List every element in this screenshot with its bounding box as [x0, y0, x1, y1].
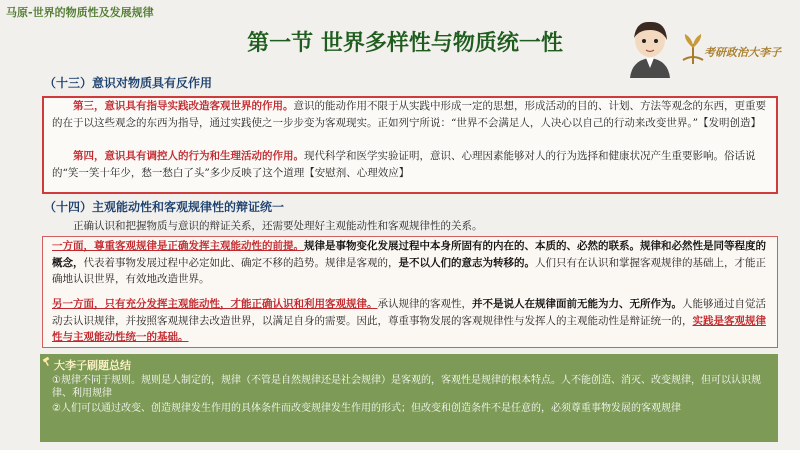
section-13-paragraph-2: [52, 148, 768, 181]
aspect-2-body-2: 人能够通过自觉活动去认识规律，并按照客观规律去改造世界，以满足自身的需要。因此，尊重事物发展的客观规律性与发挥人的主观能动性是辩证统一的，: [52, 298, 766, 327]
section-13-paragraph-1: [52, 98, 768, 131]
brand-logo: [680, 30, 792, 70]
section-14-heading: （十四）主观能动性和客观规律性的辩证统一: [44, 200, 285, 214]
aspect-1-body-2: 人们只有在认识和掌握客观规律的基础上，才能正确地认识世界，有效地改造世界。: [52, 256, 766, 285]
point-4-lead: 第四，意识具有调控人的行为和生理活动的作用。: [73, 150, 304, 162]
aspect-1-lead: 一方面，尊重客观规律是正确发挥主观能动性的前提。: [52, 240, 304, 252]
aspect-2-conclusion: 实践是客观规律性与主观能动性统一的基础。: [52, 314, 766, 343]
intro-text: 正确认识和把握物质与意识的辩证关系，还需要处理好主观能动性和客观规律性的关系。: [73, 220, 483, 232]
summary-panel: [40, 354, 778, 442]
summary-item-1: ①规律不同于规则。规则是人制定的，规律（不管是自然规律还是社会规律）是客观的，客观性是规律的根本特点。人不能创造、消灭、改变规律，但可以认识规律、利用规律: [52, 375, 761, 399]
section-14-paragraph-b: [52, 296, 768, 346]
section-14-paragraph-a: [52, 238, 768, 288]
aspect-2-body: 承认规律的客观性，: [377, 298, 472, 310]
aspect-2-lead: 另一方面，只有充分发挥主观能动性，才能正确认识和利用客观规律。: [52, 298, 378, 310]
plant-logo-icon: [680, 30, 706, 66]
logo-text: 考研政治大李子: [704, 46, 781, 59]
point-4-body: 现代科学和医学实验证明，意识、心理因素能够对人的行为选择和健康状况产生重要影响。俗话说的“笑一笑十年少，愁一愁白了头”多少反映了这个道理【安慰剂、心理效应】: [52, 150, 756, 179]
summary-item-2: ②人们可以通过改变、创造规律发生作用的具体条件而改变规律发生作用的形式；但改变和创造条件不是任意的，必须尊重事物发展的客观规律: [52, 403, 681, 414]
section-13-heading: （十三）意识对物质具有反作用: [44, 76, 213, 90]
gavel-icon: [42, 357, 52, 367]
aspect-1-bold-2: 规律和必然性是同等程度的概念，: [52, 240, 766, 269]
breadcrumb: 马原-世界的物质性及发展规律: [6, 6, 154, 19]
page-title: 第一节 世界多样性与物质统一性: [247, 30, 563, 56]
aspect-1-bold-3: 是不以人们的意志为转移的。: [398, 256, 535, 269]
top-bar: [0, 0, 800, 22]
point-3-lead: 第三，意识具有指导实践改造客观世界的作用。: [73, 100, 294, 112]
aspect-2-bold: 并不是说人在规律面前无能为力、无所作为。: [472, 298, 682, 310]
aspect-1-body: 代表着事物发展过程中必定如此、确定不移的趋势。规律是客观的，: [83, 256, 399, 269]
avatar: [622, 18, 678, 78]
point-3-body: 意识的能动作用不限于从实践中形成一定的思想，形成活动的目的、计划、方法等观念的东西，更重要的在于以这些观念的东西为指导，通过实践使之一步步变为客观现实。正如列宁所说：“世界不会满足人，人决心以自己的行动来改变世界。”【发明创造】: [52, 100, 766, 129]
aspect-1-bold-1: 规律是事物变化发展过程中本身所固有的内在的、本质的、必然的联系。: [304, 240, 640, 252]
summary-heading: 大李子刷题总结: [54, 359, 131, 372]
section-14-intro: [52, 218, 768, 235]
